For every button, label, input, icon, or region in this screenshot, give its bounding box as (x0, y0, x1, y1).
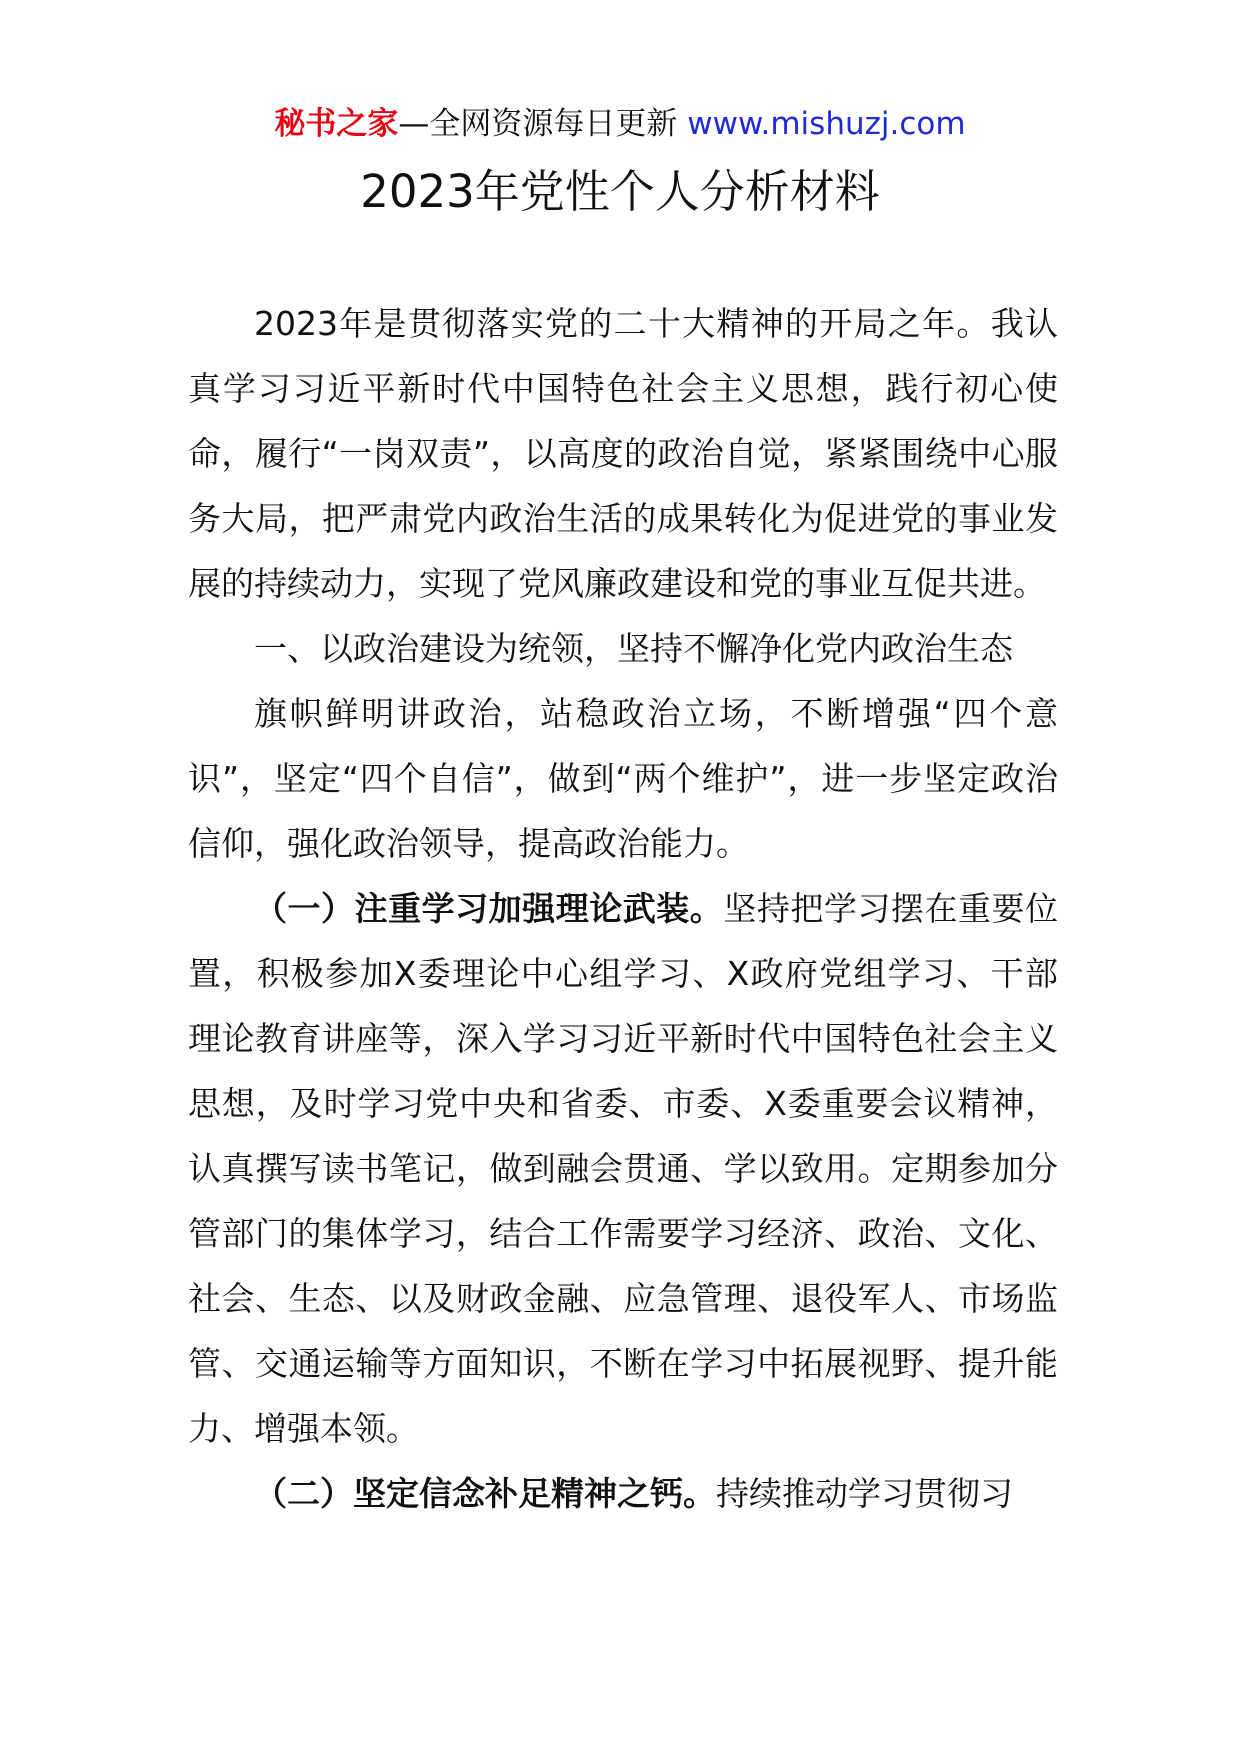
subsection-paragraph-1 (188, 876, 1058, 1461)
subsection-heading-1: （一）注重学习加强理论武装。 (254, 889, 724, 928)
subsection-text-2: 持续推动学习贯彻习 (716, 1474, 1013, 1513)
document-title: 2023年党性个人分析材料 (360, 165, 880, 218)
document-body (188, 291, 1058, 1526)
subsection-heading-2: （二）坚定信念补足精神之钙。 (254, 1474, 716, 1513)
header-slogan: —全网资源每日更新 (398, 106, 678, 142)
intro-paragraph: 2023年是贯彻落实党的二十大精神的开局之年。我认真学习习近平新时代中国特色社会主义思想，践行初心使命，履行“一岗双责”，以高度的政治自觉，紧紧围绕中心服务大局，把严肃党内政治生活的成果转化为促进党的事业发展的持续动力，实现了党风廉政建设和党的事业互促共进。 (188, 304, 1058, 603)
brand-name: 秘书之家 (274, 106, 399, 142)
subsection-paragraph-2 (188, 1461, 1058, 1526)
watermark-header (0, 104, 1240, 144)
section-heading: 一、以政治建设为统领，坚持不懈净化党内政治生态 (254, 629, 1013, 668)
subsection-text-1: 坚持把学习摆在重要位置，积极参加X委理论中心组学习、X政府党组学习、干部理论教育讲座等，深入学习习近平新时代中国特色社会主义思想，及时学习党中央和省委、市委、X委重要会议精神，认真撰写读书笔记，做到融会贯通、学以致用。定期参加分管部门的集体学习，结合工作需要学习经济、政治、文化、社会、生态、以及财政金融、应急管理、退役军人、市场监管、交通运输等方面知识，不断在学习中拓展视野、提升能力、增强本领。 (188, 889, 1059, 1448)
site-url-link[interactable]: www.mishuzj.com (687, 106, 966, 142)
section-paragraph: 旗帜鲜明讲政治，站稳政治立场，不断增强“四个意识”，坚定“四个自信”，做到“两个维护”，进一步坚定政治信仰，强化政治领导，提高政治能力。 (188, 694, 1058, 863)
